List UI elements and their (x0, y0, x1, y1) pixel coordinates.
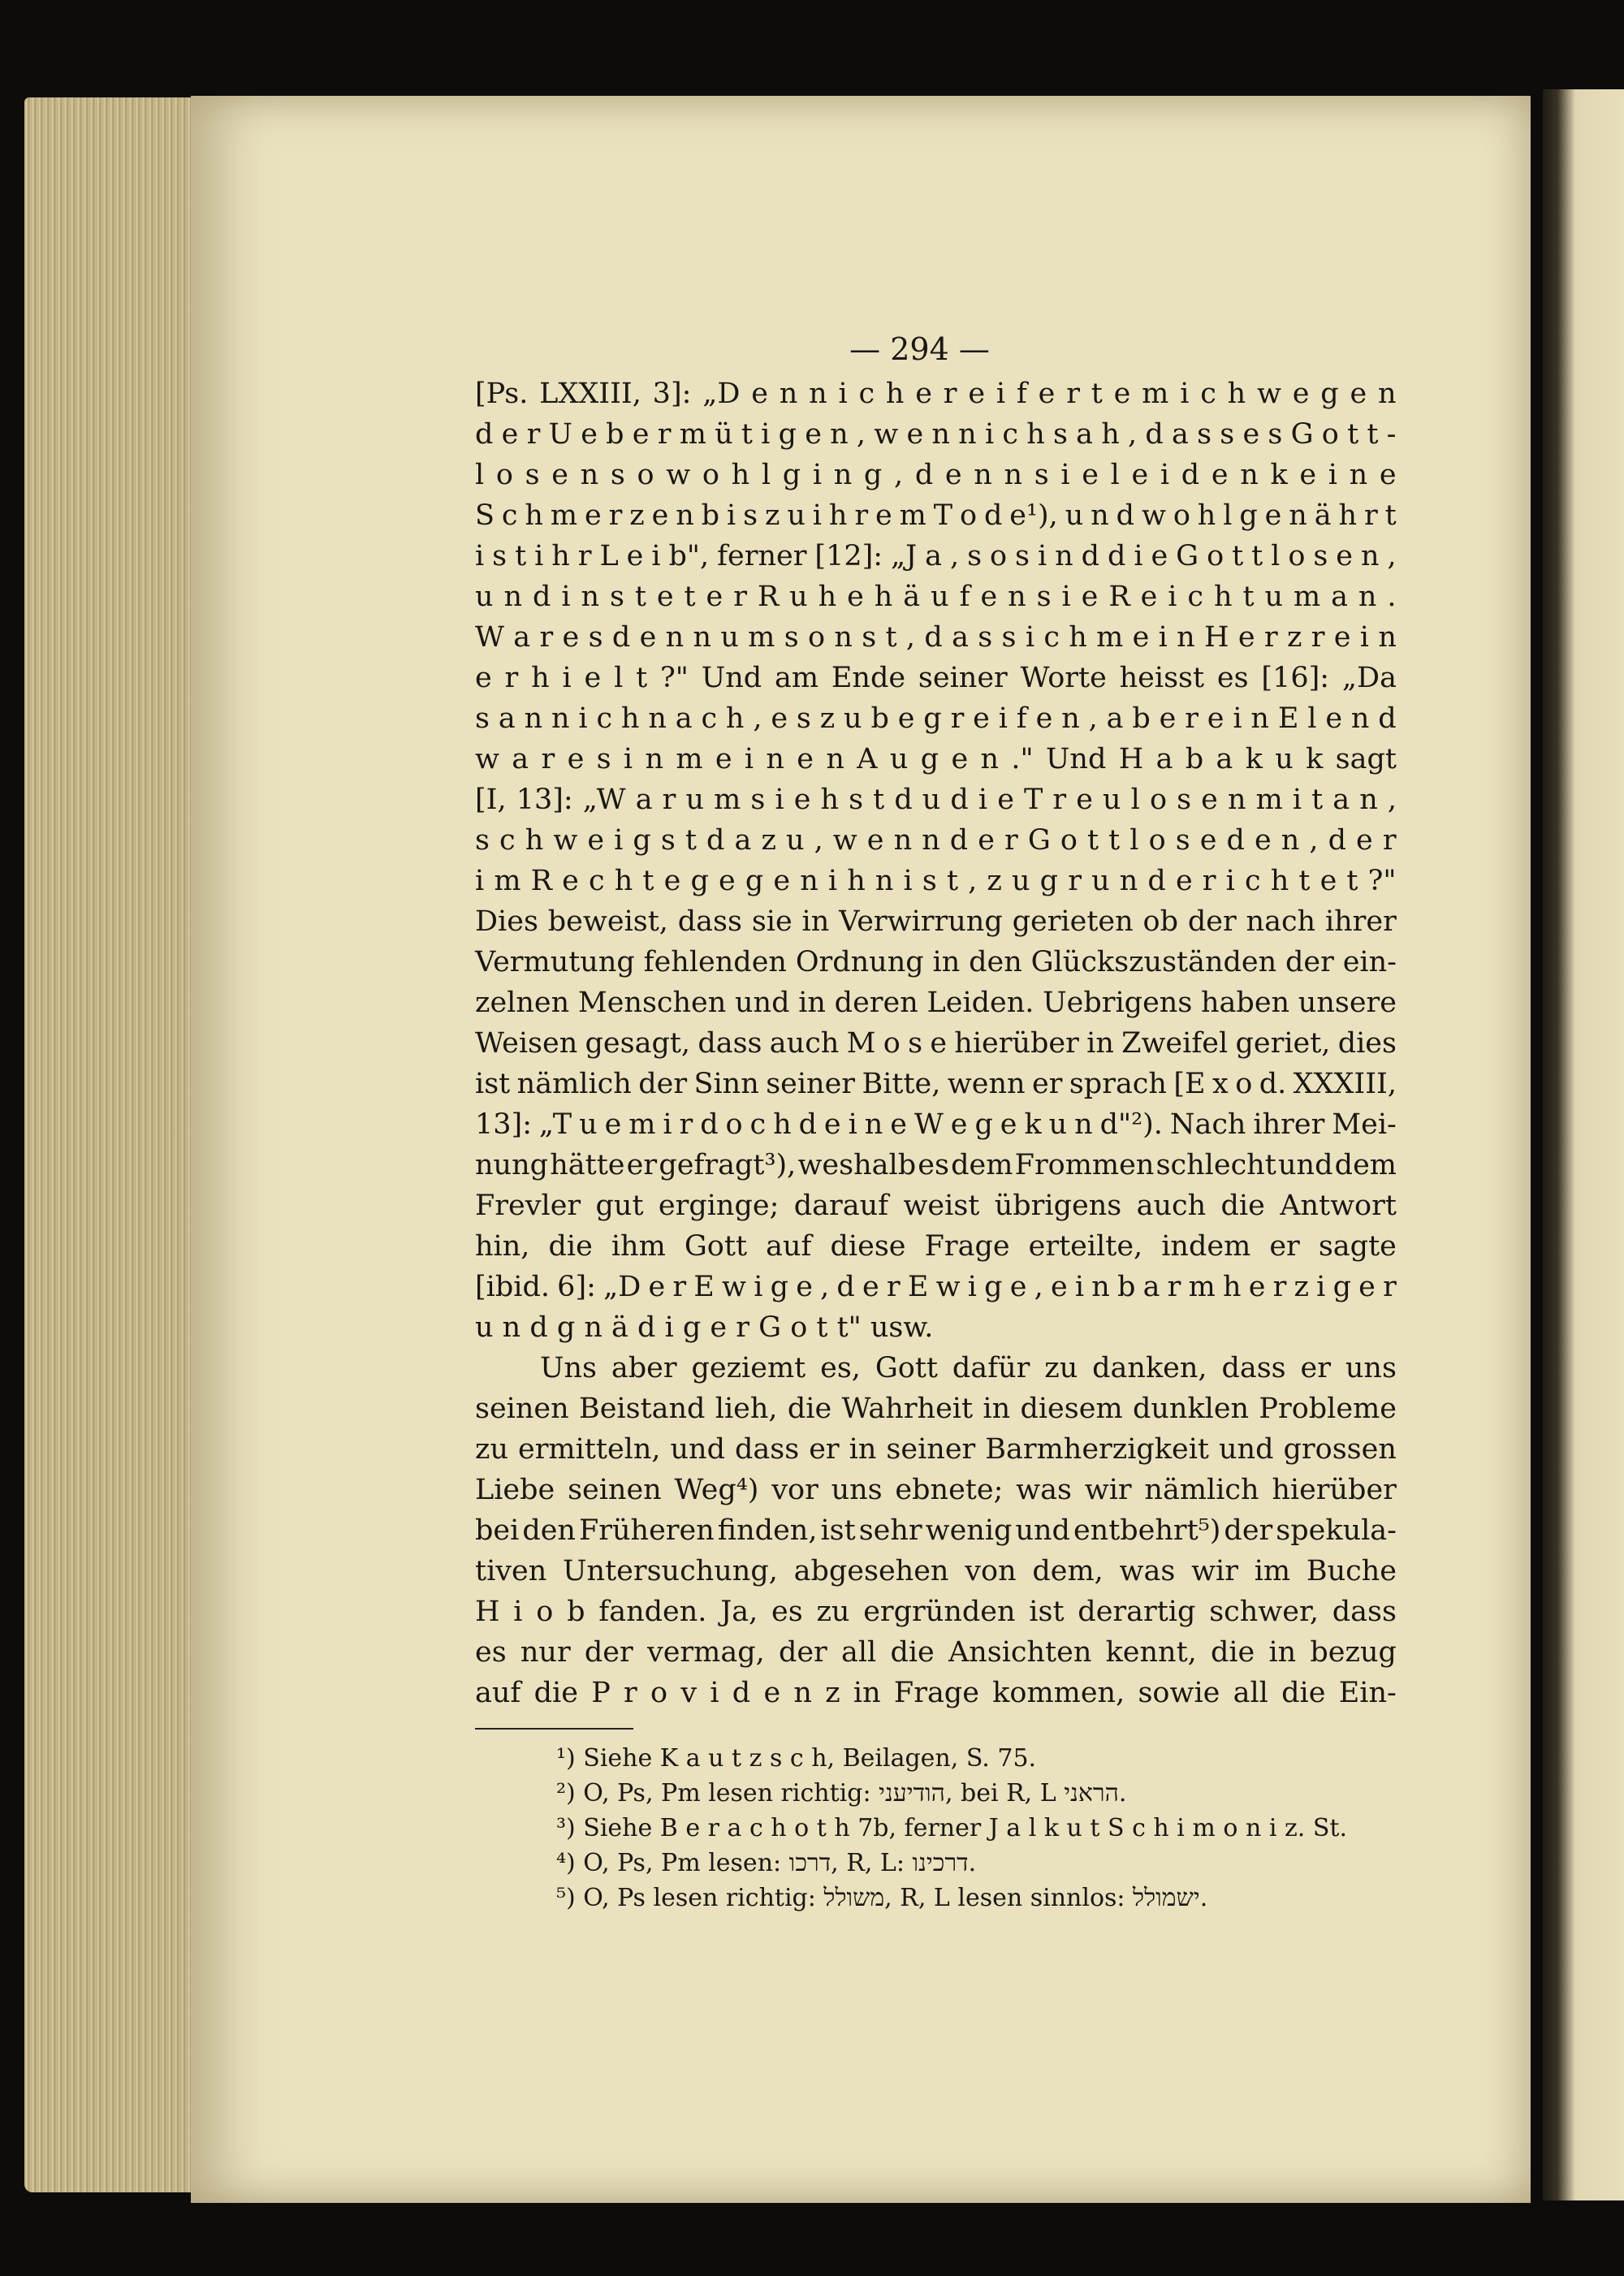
text-line: seinen Beistand lieh, die Wahrheit in diesem dunklen Probleme (475, 1393, 1397, 1425)
text-line: i m R e c h t e g e g e n i h n i s t , z u g r u n d e r i c h t e t ?" (475, 865, 1397, 897)
paragraph-start-line: Uns aber geziemt es, Gott dafür zu danken, dass er uns (540, 1352, 1397, 1384)
text-line: s c h w e i g s t d a z u , w e n n d e r G o t t l o s e d e n , d e r (475, 824, 1397, 857)
text-line: u n d i n s t e t e r R u h e h ä u f e n s i e R e i c h t u m a n . (475, 581, 1397, 613)
text-line: hin, die ihm Gott auf diese Frage erteilte, indem er sagte (475, 1230, 1397, 1263)
text-line: d e r U e b e r m ü t i g e n , w e n n i c h s a h , d a s s e s G o t t - (475, 418, 1397, 451)
footnote: ¹) Siehe K a u t z s c h, Beilagen, S. 75. (556, 1744, 1037, 1773)
text-line: Vermutung fehlenden Ordnung in den Glückszuständen der ein- (475, 946, 1397, 978)
text-line: Liebe seinen Weg⁴) vor uns ebnete; was wir nämlich hierüber (475, 1474, 1397, 1506)
text-line: [Ps. LXXIII, 3]: „D e n n i c h e r e i f e r t e m i c h w e g e n (475, 378, 1397, 410)
page-number: — 294 — (849, 331, 990, 367)
text-line: S c h m e r z e n b i s z u i h r e m T o d e¹), u n d w o h l g e n ä h r t (475, 499, 1397, 532)
text-line: [ibid. 6]: „D e r E w i g e , d e r E w i g e , e i n b a r m h e r z i g e r (475, 1271, 1397, 1303)
text-line: l o s e n s o w o h l g i n g , d e n n s i e l e i d e n k e i n e (475, 459, 1397, 491)
text-line: e r h i e l t ?" Und am Ende seiner Worte heisst es [16]: „Da (475, 662, 1397, 694)
text-line: w a r e s i n m e i n e n A u g e n ." Und H a b a k u k sagt (475, 743, 1397, 775)
text-line: zelnen Menschen und in deren Leiden. Uebrigens haben unsere (475, 987, 1397, 1019)
text-line: ist nämlich der Sinn seiner Bitte, wenn er sprach [E x o d. XXXIII, (475, 1068, 1397, 1100)
text-line: tiven Untersuchung, abgesehen von dem, was wir im Buche (475, 1555, 1397, 1587)
text-line: es nur der vermag, der all die Ansichten kennt, die in bezug (475, 1636, 1397, 1669)
text-line: Weisen gesagt, dass auch M o s e hierüber in Zweifel geriet, dies (475, 1027, 1397, 1060)
footnote: ⁴) O, Ps, Pm lesen: דרכו, R, L: דרכינו. (556, 1849, 977, 1877)
footnote: ³) Siehe B e r a c h o t h 7b, ferner J a l k u t S c h i m o n i z. St. (556, 1814, 1347, 1842)
text-line: 13]: „T u e m i r d o c h d e i n e W e g e k u n d"²). Nach ihrer Mei- (475, 1108, 1397, 1141)
footnote-rule (475, 1728, 633, 1730)
text-line: Frevler gut erginge; darauf weist übrigens auch die Antwort (475, 1190, 1397, 1222)
page-stack-edges (24, 97, 215, 2192)
footnote: ⁵) O, Ps lesen richtig: משולל, R, L lesen sinnlos: ישמולל. (556, 1884, 1208, 1912)
footnote: ²) O, Ps, Pm lesen richtig: הודיעני, bei R, L הראני. (556, 1779, 1127, 1807)
text-line: nung hätte er gefragt³), weshalb es dem Frommen schlecht und dem (475, 1149, 1397, 1181)
body-text (475, 374, 1397, 1713)
page-text (475, 325, 1397, 1915)
text-line: [I, 13]: „W a r u m s i e h s t d u d i e T r e u l o s e n m i t a n , (475, 784, 1397, 816)
text-line: s a n n i c h n a c h , e s z u b e g r e i f e n , a b e r e i n E l e n d (475, 702, 1397, 735)
text-line: auf die P r o v i d e n z in Frage kommen, sowie all die Ein- (475, 1677, 1397, 1709)
text-line: Dies beweist, dass sie in Verwirrung gerieten ob der nach ihrer (475, 905, 1397, 938)
text-line: zu ermitteln, und dass er in seiner Barmherzigkeit und grossen (475, 1433, 1397, 1466)
text-line: u n d g n ä d i g e r G o t t" usw. (475, 1311, 934, 1344)
facing-page-edge (1543, 89, 1624, 2200)
text-line: W a r e s d e n n u m s o n s t , d a s s i c h m e i n H e r z r e i n (475, 621, 1397, 654)
text-line: i s t i h r L e i b", ferner [12]: „J a , s o s i n d d i e G o t t l o s e n , (475, 540, 1397, 572)
text-line: H i o b fanden. Ja, es zu ergründen ist derartig schwer, dass (475, 1596, 1397, 1628)
text-line: bei den Früheren finden, ist sehr wenig und entbehrt⁵) der spekula- (475, 1514, 1397, 1547)
footnotes (475, 1741, 1397, 1915)
